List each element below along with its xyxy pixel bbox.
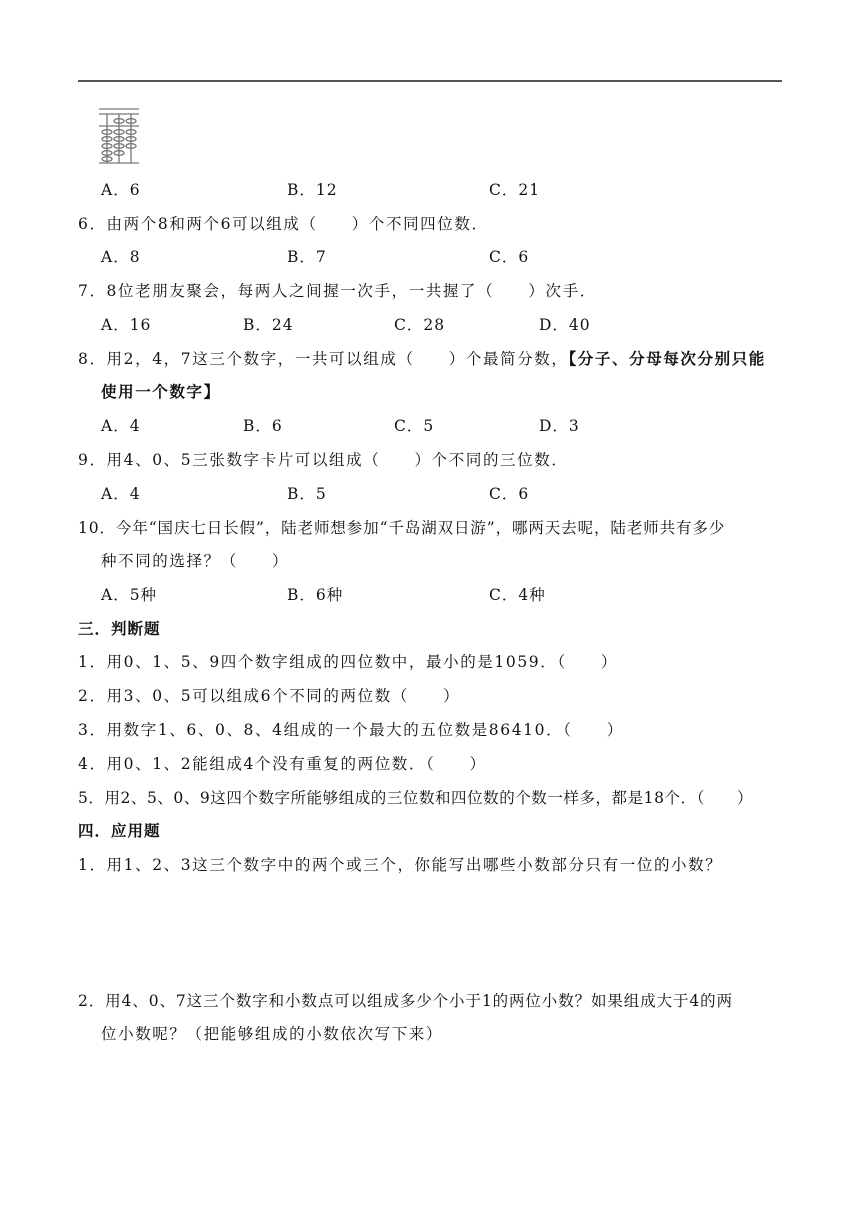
q9-question: 9．用4、0、5三张数字卡片可以组成（ ）个不同的三位数．	[78, 451, 569, 469]
q8-question-main: 8．用2，4，7这三个数字，一共可以组成（ ）个最简分数，	[78, 350, 569, 368]
q10-option-a[interactable]: A．5种	[101, 586, 158, 604]
section4-title: 四．应用题	[78, 822, 161, 840]
q5-option-b[interactable]: B．12	[287, 181, 338, 199]
q7-option-a[interactable]: A．16	[101, 316, 152, 334]
q10-option-b[interactable]: B．6种	[287, 586, 344, 604]
q10-question-line1: 10．今年“国庆七日长假”，陆老师想参加“千岛湖双日游”，哪两天去呢，陆老师共有多少	[78, 519, 726, 537]
q6-option-c[interactable]: C．6	[489, 248, 530, 266]
q5-option-c[interactable]: C．21	[489, 181, 541, 199]
q9-option-a[interactable]: A．4	[101, 485, 141, 503]
q6-question: 6．由两个8和两个6可以组成（ ）个不同四位数．	[78, 215, 489, 233]
q8-question-note-line2: 使用一个数字】	[101, 382, 221, 401]
q7-option-c[interactable]: C．28	[394, 316, 446, 334]
q10-option-c[interactable]: C．4种	[489, 586, 546, 604]
q7-option-b[interactable]: B．24	[243, 316, 294, 334]
app-question-1: 1．用1、2、3这三个数字中的两个或三个，你能写出哪些小数部分只有一位的小数？	[78, 856, 723, 874]
q7-question: 7．8位老朋友聚会，每两人之间握一次手，一共握了（ ）次手．	[78, 282, 597, 300]
judge-item-4: 4．用0、1、2能组成4个没有重复的两位数．（ ）	[78, 755, 487, 773]
q9-option-c[interactable]: C．6	[489, 485, 530, 503]
judge-item-3: 3．用数字1、6、0、8、4组成的一个最大的五位数是86410．（ ）	[78, 721, 624, 739]
app-question-2-line1: 2．用4、0、7这三个数字和小数点可以组成多少个小于1的两位小数？如果组成大于4的两	[78, 992, 733, 1010]
q7-option-d[interactable]: D．40	[539, 316, 591, 334]
q6-option-b[interactable]: B．7	[287, 248, 327, 266]
q8-question	[78, 349, 766, 369]
q8-option-c[interactable]: C．5	[394, 417, 435, 435]
abacus-icon	[97, 106, 141, 166]
header-rule	[78, 80, 782, 82]
q9-option-b[interactable]: B．5	[287, 485, 327, 503]
q10-question-line2: 种不同的选择？（ ）	[101, 552, 290, 570]
q5-option-a[interactable]: A．6	[101, 181, 141, 199]
q6-option-a[interactable]: A．8	[101, 248, 141, 266]
judge-item-1: 1．用0、1、5、9四个数字组成的四位数中，最小的是1059．（ ）	[78, 653, 619, 671]
q8-question-note: 【分子、分母每次分别只能	[568, 349, 766, 368]
q8-option-b[interactable]: B．6	[243, 417, 283, 435]
q8-option-d[interactable]: D．3	[539, 417, 580, 435]
app-question-2-line2: 位小数呢？（把能够组成的小数依次写下来）	[101, 1025, 444, 1043]
section3-title: 三．判断题	[78, 620, 161, 638]
q8-option-a[interactable]: A．4	[101, 417, 141, 435]
judge-item-2: 2．用3、0、5可以组成6个不同的两位数（ ）	[78, 687, 461, 705]
judge-item-5: 5．用2、5、0、9这四个数字所能够组成的三位数和四位数的个数一样多，都是18个．（ ）	[78, 789, 754, 807]
